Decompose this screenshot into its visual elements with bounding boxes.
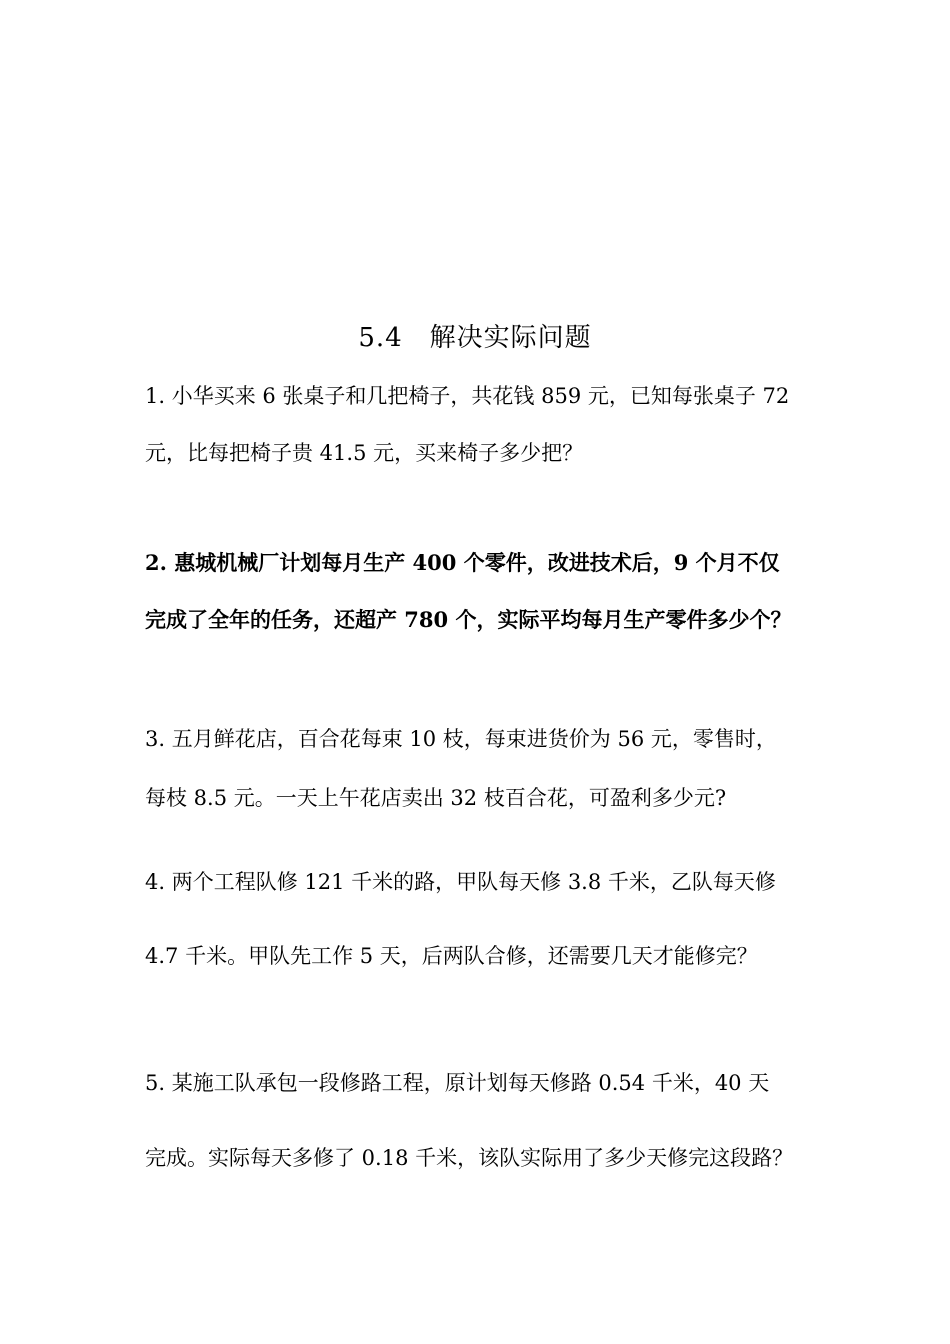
- problem-2-line-1: 2. 惠城机械厂计划每月生产 400 个零件，改进技术后，9 个月不仅: [145, 550, 780, 575]
- page-title: 5.4 解决实际问题: [358, 323, 592, 353]
- problem-1-line-1: 1. 小华买来 6 张桌子和几把椅子，共花钱 859 元，已知每张桌子 72: [145, 384, 790, 408]
- problem-2-line-2: 完成了全年的任务，还超产 780 个，实际平均每月生产零件多少个？: [145, 607, 792, 632]
- problem-4-line-1: 4. 两个工程队修 121 千米的路，甲队每天修 3.8 千米，乙队每天修: [145, 870, 776, 894]
- problem-4-line-2: 4.7 千米。甲队先工作 5 天，后两队合修，还需要几天才能修完？: [145, 944, 758, 968]
- problem-3-line-2: 每枝 8.5 元。一天上午花店卖出 32 枝百合花，可盈利多少元?: [145, 786, 727, 810]
- problem-5-line-2: 完成。实际每天多修了 0.18 千米，该队实际用了多少天修完这段路？: [145, 1146, 794, 1170]
- problem-1-line-2: 元，比每把椅子贵 41.5 元，买来椅子多少把？: [145, 441, 584, 465]
- problem-5-line-1: 5. 某施工队承包一段修路工程，原计划每天修路 0.54 千米，40 天: [145, 1071, 770, 1095]
- problem-3-line-1: 3. 五月鲜花店，百合花每束 10 枝，每束进货价为 56 元，零售时，: [145, 727, 777, 751]
